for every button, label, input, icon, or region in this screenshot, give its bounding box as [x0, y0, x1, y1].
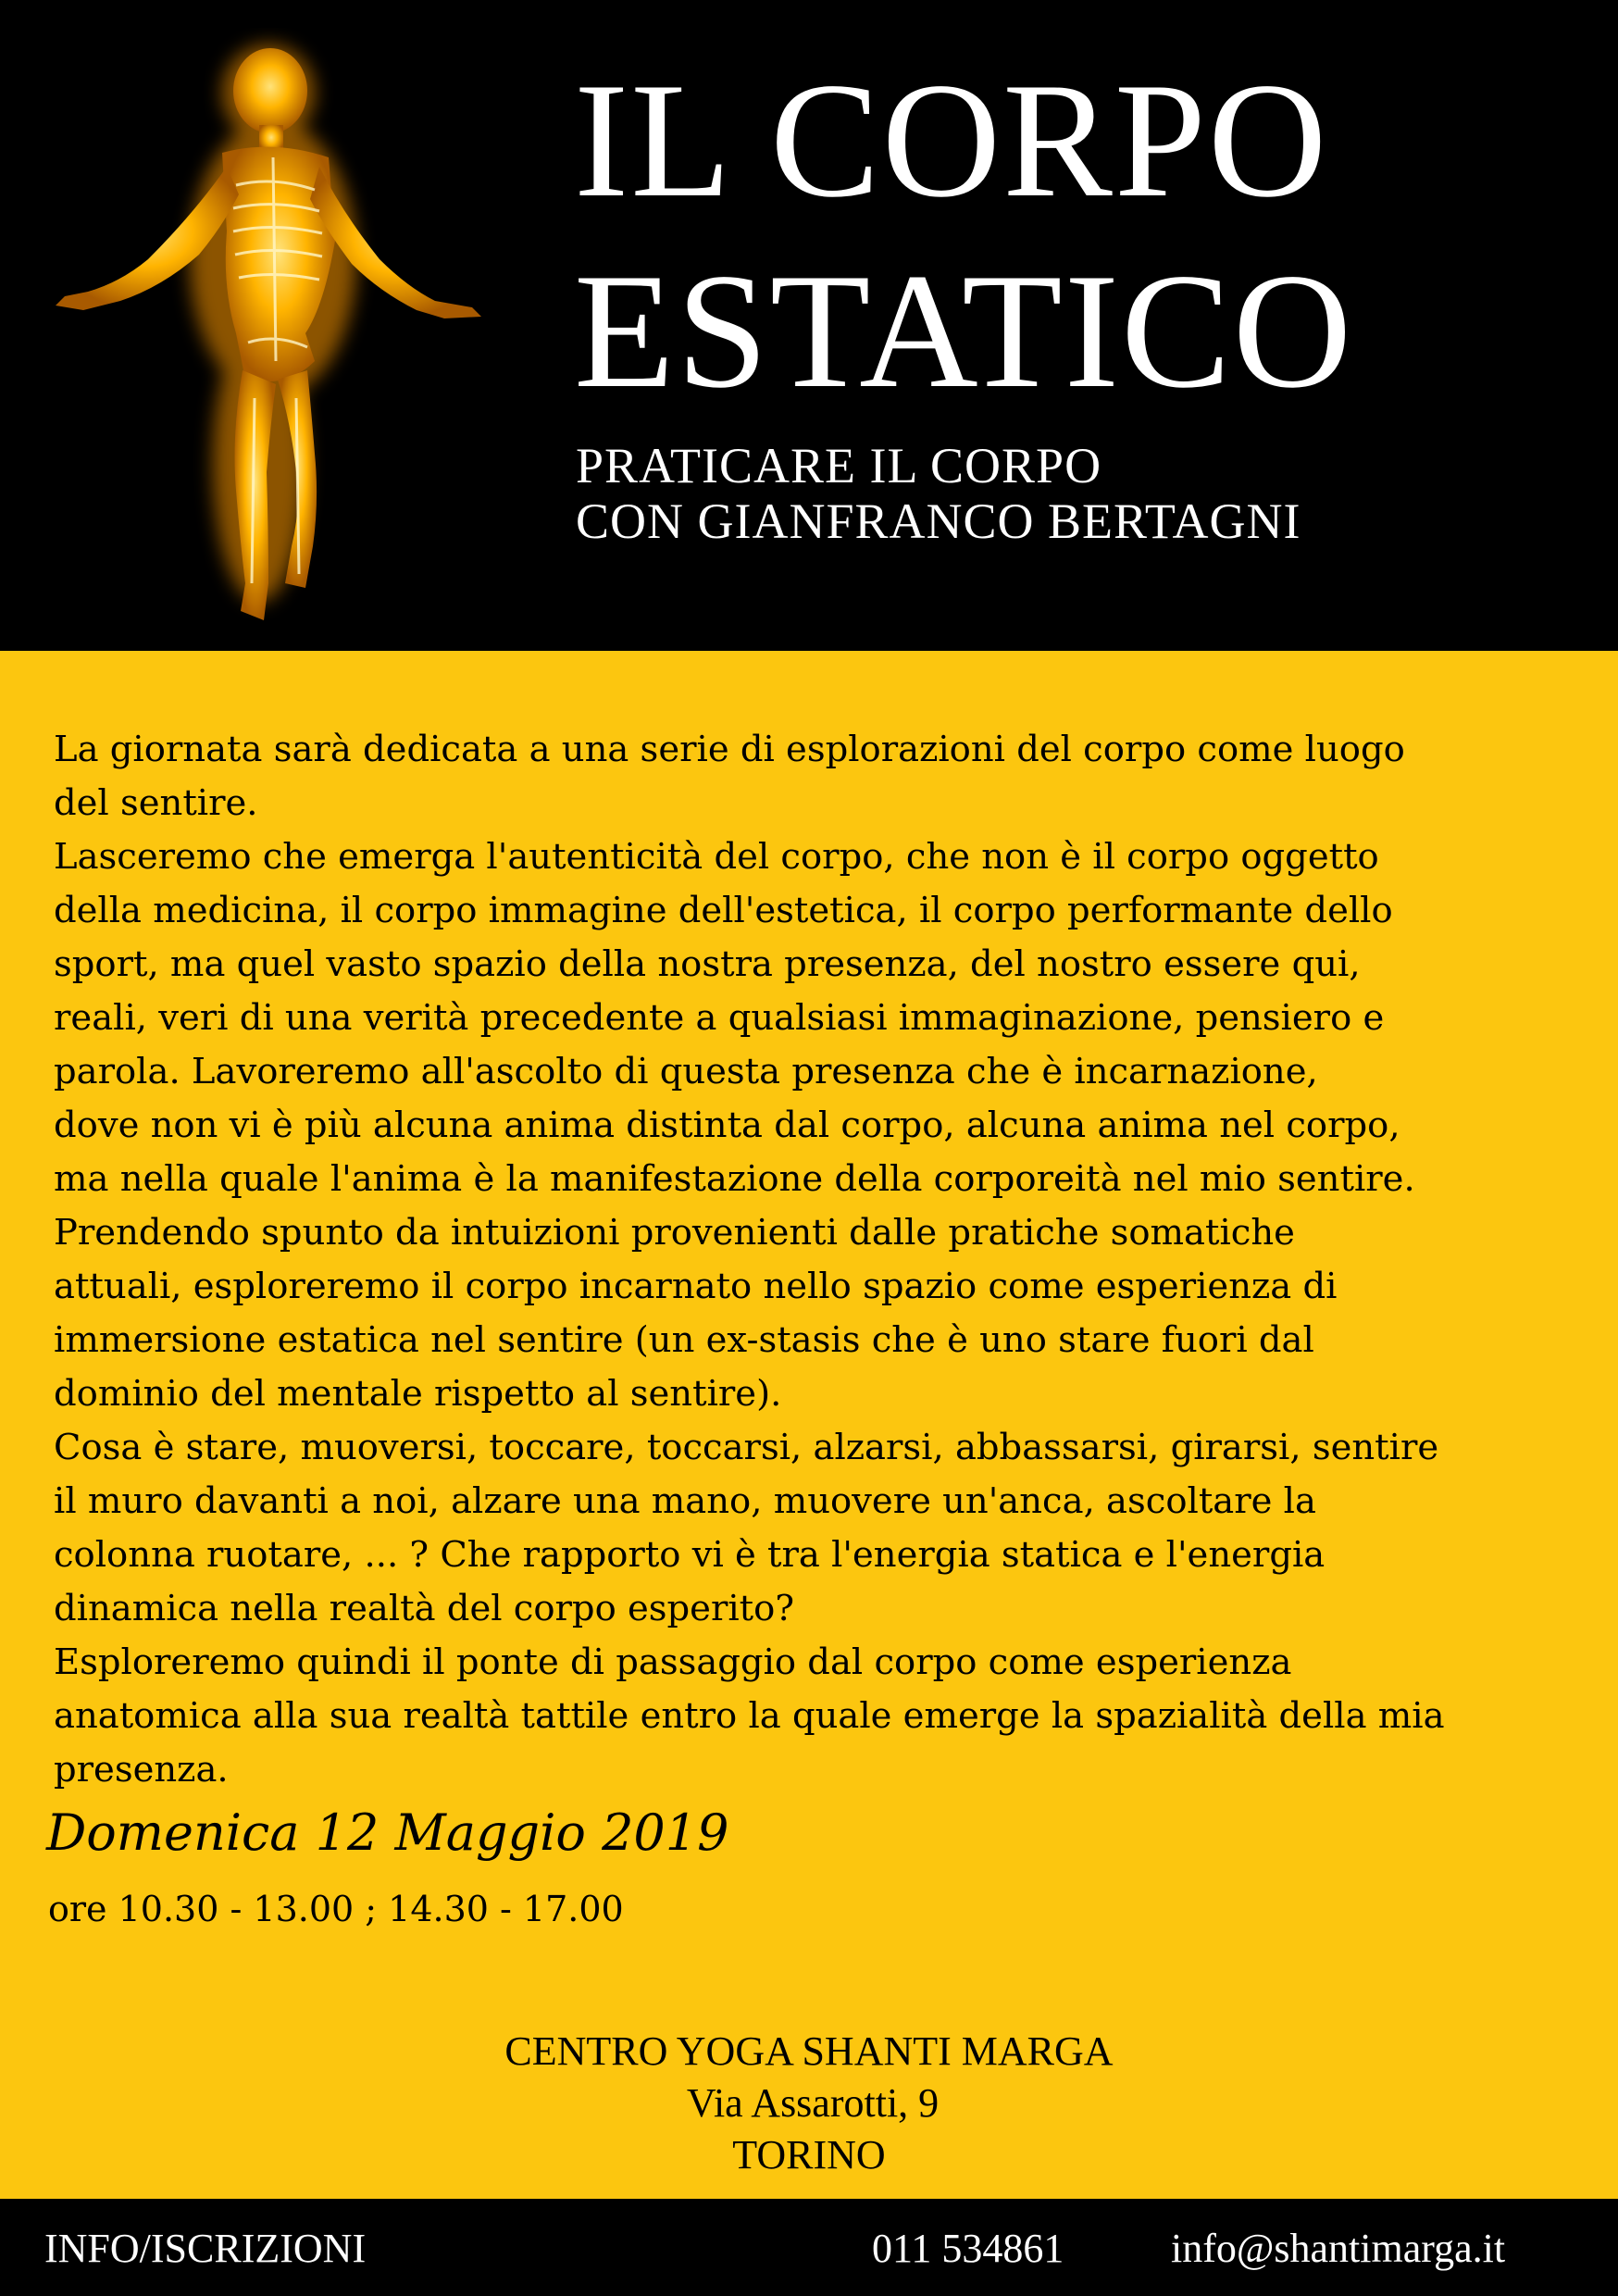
description-line: colonna ruotare, ... ? Che rapporto vi è tra l'energia statica e l'energia — [54, 1534, 1326, 1576]
description-line: attuali, esploreremo il corpo incarnato nello spazio come esperienza di — [54, 1266, 1338, 1307]
title-line-2: ESTATICO — [574, 239, 1354, 422]
description-line: reali, veri di una verità precedente a qualsiasi immaginazione, pensiero e — [54, 997, 1385, 1039]
description-line: Esploreremo quindi il ponte di passaggio dal corpo come esperienza — [54, 1641, 1292, 1683]
description-line: il muro davanti a noi, alzare una mano, muovere un'anca, ascoltare la — [54, 1480, 1316, 1522]
description-line: della medicina, il corpo immagine dell'estetica, il corpo performante dello — [54, 890, 1393, 931]
glowing-skeleton-figure-image — [37, 28, 500, 639]
description-line: anatomica alla sua realtà tattile entro la quale emerge la spazialità della mia — [54, 1695, 1445, 1737]
venue-name: CENTRO YOGA SHANTI MARGA — [504, 2028, 1114, 2074]
description-line: ma nella quale l'anima è la manifestazione della corporeità nel mio sentire. — [54, 1158, 1415, 1200]
event-hours: ore 10.30 - 13.00 ; 14.30 - 17.00 — [48, 1889, 624, 1929]
description-text — [54, 723, 1581, 1797]
description-line: presenza. — [54, 1749, 229, 1791]
description-line: sport, ma quel vasto spazio della nostra presenza, del nostro essere qui, — [54, 943, 1361, 985]
header-band — [0, 0, 1618, 651]
email-address[interactable]: info@shantimarga.it — [1171, 2226, 1506, 2271]
description-line: La giornata sarà dedicata a una serie di esplorazioni del corpo come luogo — [54, 729, 1405, 770]
description-line: Prendendo spunto da intuizioni provenienti dalle pratiche somatiche — [54, 1212, 1295, 1254]
description-line: Lasceremo che emerga l'autenticità del corpo, che non è il corpo oggetto — [54, 836, 1379, 878]
description-line: dinamica nella realtà del corpo esperito? — [54, 1588, 794, 1629]
footer-band — [0, 2199, 1618, 2296]
subtitle-line-2: CON GIANFRANCO BERTAGNI — [576, 493, 1301, 549]
description-line: dove non vi è più alcuna anima distinta dal corpo, alcuna anima nel corpo, — [54, 1104, 1400, 1146]
yellow-content-area — [0, 651, 1618, 2199]
info-label: INFO/ISCRIZIONI — [44, 2226, 367, 2271]
event-date: Domenica 12 Maggio 2019 — [46, 1803, 729, 1862]
description-line: parola. Lavoreremo all'ascolto di questa presenza che è incarnazione, — [54, 1051, 1318, 1092]
venue-street: Via Assarotti, 9 — [686, 2080, 940, 2126]
description-line: dominio del mentale rispetto al sentire). — [54, 1373, 782, 1415]
subtitle-line-1: PRATICARE IL CORPO — [576, 438, 1102, 493]
description-line: immersione estatica nel sentire (un ex-stasis che è uno stare fuori dal — [54, 1319, 1314, 1361]
phone-number[interactable]: 011 534861 — [872, 2226, 1064, 2271]
description-line: Cosa è stare, muoversi, toccare, toccarsi, alzarsi, abbassarsi, girarsi, sentire — [54, 1427, 1439, 1468]
description-line: del sentire. — [54, 782, 258, 824]
venue-city: TORINO — [732, 2132, 886, 2177]
title-line-1: IL CORPO — [574, 48, 1329, 231]
